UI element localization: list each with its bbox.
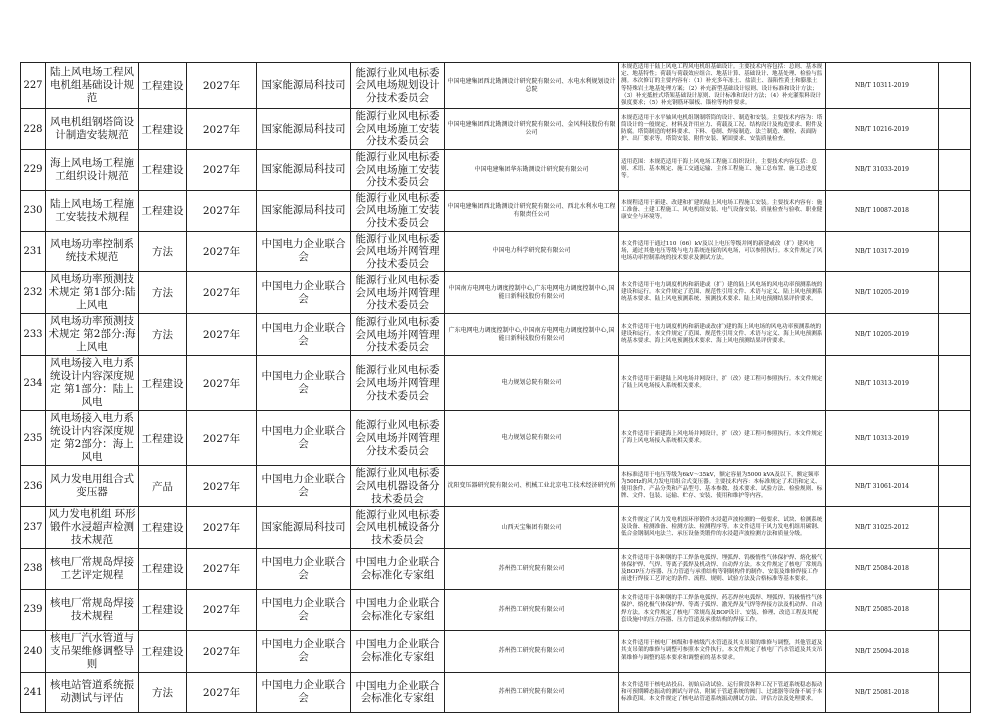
remarks-cell: [939, 630, 971, 672]
replaced-standard: NB/T 10313-2019: [826, 356, 939, 411]
standard-type: 工程建设: [139, 150, 187, 191]
scope-description: 本文件适用于电力调度机构和新建或改(扩)建的海上风电场的风电功率预测系统的建设和运行。本文件规定了范围、规范性引用文件、术语与定义、海上风电预测系统基本要求、海上风电预测技术要求、海上风电预测结果评价要求。: [619, 314, 826, 356]
responsible-department: 国家能源局科技司: [257, 507, 351, 549]
standard-type: 方法: [139, 272, 187, 314]
drafting-organization: 电力规划总院有限公司: [445, 356, 619, 411]
completion-year: 2027年: [187, 231, 257, 272]
technical-committee: 能源行业风电标委会风电场施工安装分技术委员会: [351, 150, 445, 191]
scope-description: 本规范适用于水平轴风电机组钢制塔筒的设计、制造和安装。主要技术内容为：塔筒设计的一般规定、材料及许用应力、荷载及工况、结构设计及构造要求、附件及防腐。塔筒制造的材料要求、下料、卷制、焊接制造、法兰制造、螺栓、表面防护、出厂要求等。塔筒安装、附件安装、紧固要求、安装质量检查。: [619, 109, 826, 150]
drafting-organization: 苏州热工研究院有限公司: [445, 630, 619, 672]
technical-committee: 能源行业风电标委会风电机器设备分技术委员会: [351, 466, 445, 507]
responsible-department: 中国电力企业联合会: [257, 672, 351, 713]
replaced-standard: NB/T 31033-2019: [826, 150, 939, 191]
replaced-standard: NB/T 25084-2018: [826, 549, 939, 590]
completion-year: 2027年: [187, 150, 257, 191]
responsible-department: 中国电力企业联合会: [257, 630, 351, 672]
technical-committee: 能源行业风电标委会风电场施工安装分技术委员会: [351, 109, 445, 150]
standard-type: 工程建设: [139, 507, 187, 549]
standard-name: 风电场功率控制系统技术规范: [46, 231, 139, 272]
remarks-cell: [939, 507, 971, 549]
drafting-organization: 沈阳变压器研究院有限公司、机械工业北京电工技术经济研究所: [445, 466, 619, 507]
technical-committee: 能源行业风电标委会风电场并网管理分技术委员会: [351, 411, 445, 466]
row-number: 231: [21, 231, 46, 272]
technical-committee: 能源行业风电标委会风电场并网管理分技术委员会: [351, 314, 445, 356]
replaced-standard: NB/T 10205-2019: [826, 272, 939, 314]
standard-type: 工程建设: [139, 589, 187, 630]
technical-committee: 能源行业风电标委会风电场施工安装分技术委员会: [351, 190, 445, 231]
scope-description: 本文件适用于电力调度机构和新建或（扩）建的陆上风电场的风电功率预测系统的建设和运行。本文件规定了范围、规范性引用文件、术语与定义、陆上风电预测系统基本要求、陆上风电预测系统、预测技术要求、陆上风电预测结果评价要求。: [619, 272, 826, 314]
standard-name: 风电场功率预测技术规定 第1部分:陆上风电: [46, 272, 139, 314]
row-number: 227: [21, 63, 46, 109]
responsible-department: 中国电力企业联合会: [257, 549, 351, 590]
standard-type: 工程建设: [139, 630, 187, 672]
table-row: [21, 549, 971, 590]
standard-name: 核电站管道系统振动测试与评估: [46, 672, 139, 713]
table-row: [21, 272, 971, 314]
standard-type: 方法: [139, 231, 187, 272]
table-row: [21, 466, 971, 507]
scope-description: 本规范适用于陆上风电工程风电机组基础设计。主要技术内容包括：总则、基本规定、地基特性；荷载与荷载效应组合、地基计算、基础设计、地基处理、检验与监测。本次修订的主要内容有：（1）补充多年冻土、盐渍土、湿陷性黄土和膨胀土等特殊岩土地基处理方案；（2）补充新型基础设计原则、设计标准和设计方法；（3）补充抵桩式塔架基础设计原则、设计标准和设计方法；（4）补充灌浆料设计强度要求；（5）补充钢筋环锚板、锚栓等构件要求。: [619, 63, 826, 109]
scope-description: 本规程适用于新建、改建和扩建的陆上风电场工程施工安装。主要技术内容有：施工准备、土建工程施工、风电机组安装、电气设备安装、质量检查与验收、职业健康安全与环境等。: [619, 190, 826, 231]
technical-committee: 中国电力企业联合会标准化专家组: [351, 549, 445, 590]
row-number: 235: [21, 411, 46, 466]
technical-committee: 能源行业风电标委会风电机械设备分技术委员会: [351, 507, 445, 549]
replaced-standard: NB/T 10216-2019: [826, 109, 939, 150]
completion-year: 2027年: [187, 589, 257, 630]
completion-year: 2027年: [187, 109, 257, 150]
row-number: 230: [21, 190, 46, 231]
standards-plan-sheet: [20, 62, 970, 713]
responsible-department: 中国电力企业联合会: [257, 411, 351, 466]
responsible-department: 中国电力企业联合会: [257, 589, 351, 630]
standard-name: 风力发电用组合式变压器: [46, 466, 139, 507]
completion-year: 2027年: [187, 466, 257, 507]
row-number: 237: [21, 507, 46, 549]
table-row: [21, 411, 971, 466]
row-number: 238: [21, 549, 46, 590]
table-row: [21, 150, 971, 191]
completion-year: 2027年: [187, 190, 257, 231]
scope-description: 本文件适用于通过110（66）kV及以上电压等级并网的新建或改（扩）建风电场，通过其他电压等级与电力系统连接的风电场，可以参照执行。本文件规定了风电场功率控制系统的技术要求及测试方法。: [619, 231, 826, 272]
standard-name: 核电厂常规岛焊接工艺评定规程: [46, 549, 139, 590]
row-number: 232: [21, 272, 46, 314]
drafting-organization: 中国电力科学研究院有限公司: [445, 231, 619, 272]
table-body: [21, 63, 971, 713]
row-number: 233: [21, 314, 46, 356]
replaced-standard: NB/T 10205-2019: [826, 314, 939, 356]
table-row: [21, 589, 971, 630]
responsible-department: 中国电力企业联合会: [257, 272, 351, 314]
standard-name: 风电场接入电力系统设计内容深度规定 第1部分：陆上风电: [46, 356, 139, 411]
scope-description: 本标准适用于电压等级为6kV～35kV，额定容量为5000 kVA及以下，额定频率为50Hz的风力发电用组合式变压器。主要技术内容：本标准规定了术语和定义、使用条件、产品分类和产品型号、基本参数、技术要求、试验方法、检验规则、标牌、文件、包装、运输、贮存、安装、使用和维护等内容。: [619, 466, 826, 507]
row-number: 241: [21, 672, 46, 713]
standard-name: 风电机组钢塔筒设计制造安装规范: [46, 109, 139, 150]
remarks-cell: [939, 150, 971, 191]
standard-name: 风电场接入电力系统设计内容深度规定 第2部分：海上风电: [46, 411, 139, 466]
remarks-cell: [939, 314, 971, 356]
completion-year: 2027年: [187, 314, 257, 356]
row-number: 234: [21, 356, 46, 411]
table-row: [21, 672, 971, 713]
remarks-cell: [939, 272, 971, 314]
responsible-department: 中国电力企业联合会: [257, 356, 351, 411]
completion-year: 2027年: [187, 411, 257, 466]
remarks-cell: [939, 356, 971, 411]
scope-description: 本文件适用于新建陆上风电场并网设计，扩（改）建工程可参照执行。本文件规定了陆上风电场接入系统相关要求。: [619, 356, 826, 411]
standard-type: 工程建设: [139, 190, 187, 231]
remarks-cell: [939, 231, 971, 272]
technical-committee: 中国电力企业联合会标准化专家组: [351, 589, 445, 630]
responsible-department: 中国电力企业联合会: [257, 314, 351, 356]
responsible-department: 国家能源局科技司: [257, 109, 351, 150]
table-row: [21, 356, 971, 411]
completion-year: 2027年: [187, 507, 257, 549]
responsible-department: 国家能源局科技司: [257, 63, 351, 109]
standard-type: 工程建设: [139, 549, 187, 590]
scope-description: 本文件适用于各种钢的手工焊条电弧焊、埋弧焊、钨极惰性气体保护焊、熔化极气体保护焊、气焊、等离子弧焊及机动焊、自动焊方法。本文件规定了核电厂常规岛及BOP压力容器、压力管道与承重结构等钢制构件的制作、安装及维修焊接工作前进行焊接工艺评定的条件、流程、规则、试验方法及合格标准等基本要求。: [619, 549, 826, 590]
standard-type: 工程建设: [139, 411, 187, 466]
standard-name: 风力发电机组 环形锻件水浸超声检测技术规范: [46, 507, 139, 549]
standard-name: 风电场功率预测技术规定 第2部分:海上风电: [46, 314, 139, 356]
row-number: 236: [21, 466, 46, 507]
table-row: [21, 507, 971, 549]
row-number: 239: [21, 589, 46, 630]
completion-year: 2027年: [187, 272, 257, 314]
replaced-standard: NB/T 31061-2014: [826, 466, 939, 507]
technical-committee: 能源行业风电标委会风电场并网管理分技术委员会: [351, 356, 445, 411]
standard-type: 方法: [139, 672, 187, 713]
technical-committee: 能源行业风电标委会风电场并网管理分技术委员会: [351, 231, 445, 272]
remarks-cell: [939, 672, 971, 713]
standard-type: 工程建设: [139, 63, 187, 109]
row-number: 240: [21, 630, 46, 672]
completion-year: 2027年: [187, 63, 257, 109]
scope-description: 本文件适用于各种钢的手工焊条电弧焊、药芯焊丝电弧焊、埋弧焊、钨极惰性气体保护、熔化极气体保护焊、等离子弧焊、激光焊及气焊等焊接方法及机动焊、自动焊方法。本文件规定了核电厂常规岛及BOP设计、安装、修理、改造工程及其配套设施中的压力容器、压力管道及承重结构的焊接工作。: [619, 589, 826, 630]
scope-description: 本文件规定了风力发电机组环形锻件水浸超声波检测的一般要求、试块、检测系统及设备、检测准备、检测方法、检测程序等。本文件适用于风力发电机组用碳钢、低合金钢制风电法兰、承压设备类锻件的水浸超声波检测方法和质量分级。: [619, 507, 826, 549]
completion-year: 2027年: [187, 630, 257, 672]
standard-type: 方法: [139, 314, 187, 356]
standards-table: [20, 62, 971, 713]
remarks-cell: [939, 411, 971, 466]
scope-description: 本文件适用于核电厂核级和非核级汽水管道及其支吊架的维修与调整，其他管道及其支吊架的维修与调整可参照本文件执行。本文件规定了核电厂汽水管道及其支吊架维修与调整的基本要求和调整前的基本要求。: [619, 630, 826, 672]
standard-name: 陆上风电场工程风电机组基础设计规范: [46, 63, 139, 109]
replaced-standard: NB/T 31025-2012: [826, 507, 939, 549]
replaced-standard: NB/T 10087-2018: [826, 190, 939, 231]
drafting-organization: 中国南方电网电力调度控制中心,广东电网电力调度控制中心,国能日新科技股份有限公司: [445, 272, 619, 314]
row-number: 228: [21, 109, 46, 150]
responsible-department: 中国电力企业联合会: [257, 466, 351, 507]
technical-committee: 能源行业风电标委会风电场规划设计分技术委员会: [351, 63, 445, 109]
table-row: [21, 630, 971, 672]
standard-type: 产品: [139, 466, 187, 507]
drafting-organization: 苏州热工研究院有限公司: [445, 672, 619, 713]
completion-year: 2027年: [187, 356, 257, 411]
remarks-cell: [939, 549, 971, 590]
technical-committee: 中国电力企业联合会标准化专家组: [351, 630, 445, 672]
table-row: [21, 190, 971, 231]
row-number: 229: [21, 150, 46, 191]
remarks-cell: [939, 63, 971, 109]
drafting-organization: 山西天宝集团有限公司: [445, 507, 619, 549]
table-row: [21, 314, 971, 356]
replaced-standard: NB/T 25081-2018: [826, 672, 939, 713]
drafting-organization: 中国电建集团华东勘测设计研究院有限公司: [445, 150, 619, 191]
remarks-cell: [939, 589, 971, 630]
remarks-cell: [939, 109, 971, 150]
drafting-organization: 苏州热工研究院有限公司: [445, 589, 619, 630]
standard-type: 工程建设: [139, 356, 187, 411]
scope-description: 适用范围：本规范适用于海上风电场工程施工组织设计。主要技术内容包括：总则、术语、基本规定、施工交通运输、主体工程施工、施工总布置、施工总进度等。: [619, 150, 826, 191]
table-row: [21, 231, 971, 272]
remarks-cell: [939, 190, 971, 231]
responsible-department: 国家能源局科技司: [257, 150, 351, 191]
drafting-organization: 广东电网电力调度控制中心,中国南方电网电力调度控制中心,国能日新科技股份有限公司: [445, 314, 619, 356]
drafting-organization: 中国电建集团西北勘测设计研究院有限公司、水电水利规划设计总院: [445, 63, 619, 109]
replaced-standard: NB/T 25094-2018: [826, 630, 939, 672]
replaced-standard: NB/T 10317-2019: [826, 231, 939, 272]
completion-year: 2027年: [187, 672, 257, 713]
standard-name: 核电厂汽水管道与支吊架维修调整导则: [46, 630, 139, 672]
standard-type: 工程建设: [139, 109, 187, 150]
drafting-organization: 苏州热工研究院有限公司: [445, 549, 619, 590]
replaced-standard: NB/T 10311-2019: [826, 63, 939, 109]
scope-description: 本文件适用于核电站投启、初始启动试验、运行阶段各种工况下管道系统稳态振动和可预期瞬态振动的测试与评估，附属于管道系统的阀门、过滤器等设备不属于本标准范围。本文件规定了核电站管道系统振动测试方法、评估方法及处理要求。: [619, 672, 826, 713]
standard-name: 核电厂常规岛焊接技术规程: [46, 589, 139, 630]
standard-name: 陆上风电场工程施工安装技术规程: [46, 190, 139, 231]
table-row: [21, 63, 971, 109]
remarks-cell: [939, 466, 971, 507]
replaced-standard: NB/T 10313-2019: [826, 411, 939, 466]
table-row: [21, 109, 971, 150]
completion-year: 2027年: [187, 549, 257, 590]
drafting-organization: 电力规划总院有限公司: [445, 411, 619, 466]
scope-description: 本文件适用于新建海上风电场并网设计，扩（改）建工程可参照执行。本文件规定了海上风电场接入系统相关要求。: [619, 411, 826, 466]
drafting-organization: 中国电建集团西北勘测设计研究院有限公司、西北水利水电工程有限责任公司: [445, 190, 619, 231]
standard-name: 海上风电场工程施工组织设计规范: [46, 150, 139, 191]
drafting-organization: 中国电建集团西北勘测设计研究院有限公司、金风科技股份有限公司: [445, 109, 619, 150]
replaced-standard: NB/T 25085-2018: [826, 589, 939, 630]
responsible-department: 中国电力企业联合会: [257, 231, 351, 272]
technical-committee: 能源行业风电标委会风电场并网管理分技术委员会: [351, 272, 445, 314]
responsible-department: 国家能源局科技司: [257, 190, 351, 231]
technical-committee: 中国电力企业联合会标准化专家组: [351, 672, 445, 713]
